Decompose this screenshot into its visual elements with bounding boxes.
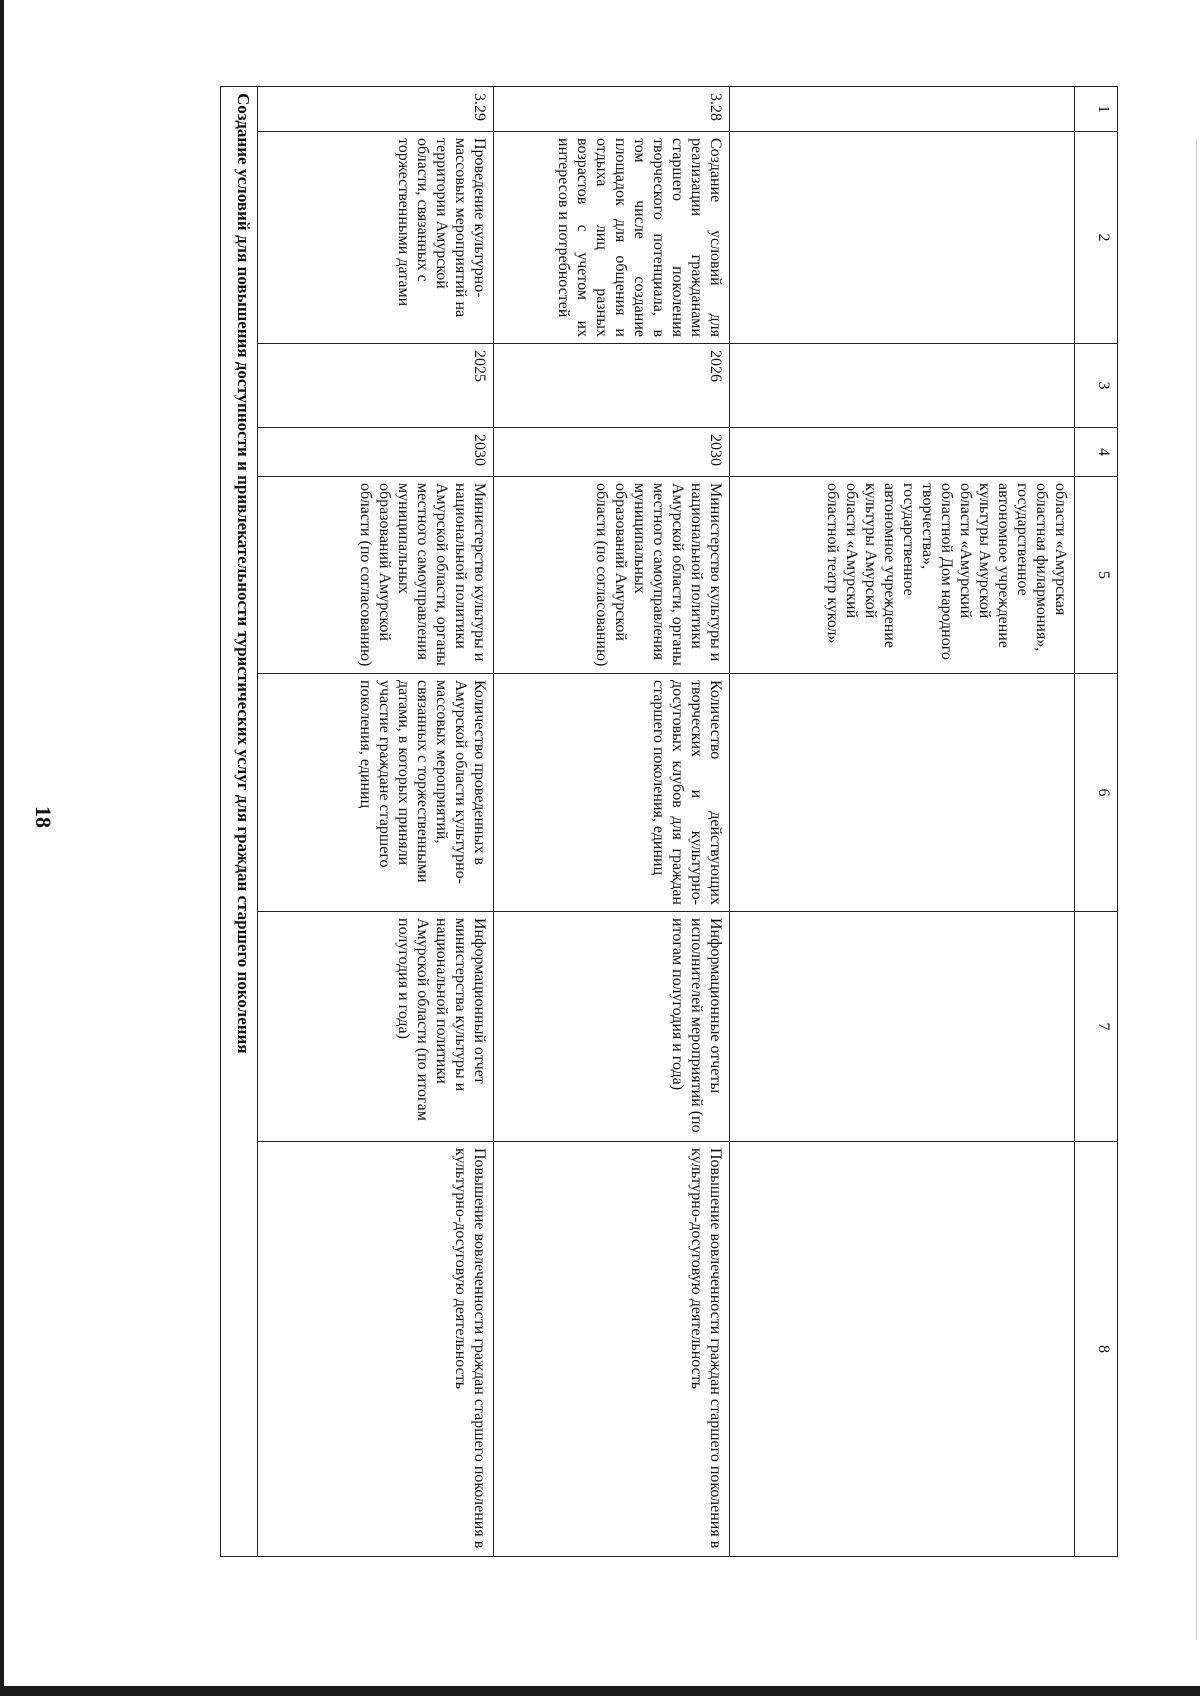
header-col-2: 2 [1075,132,1118,344]
cell-executors: Министерство культуры и национальной политики Амурской области, органы местного самоуправления муниципальных образований Амурской области (по согласованию) [258,477,494,674]
header-row [1075,87,1118,1557]
cell-result: Повышение вовлеченности граждан старшего поколения в культурно-досуговую деятельность [258,1142,494,1557]
header-col-4: 4 [1075,428,1118,477]
measures-table [220,86,1118,1557]
table-row-continuation [730,87,1075,1557]
header-col-3: 3 [1075,344,1118,428]
cell-start-year [730,344,1075,428]
cell-start-year: 2025 [258,344,494,428]
scan-edge-right [1196,140,1197,1640]
header-col-6: 6 [1075,674,1118,912]
cell-number: 3.29 [258,87,494,132]
cell-end-year: 2030 [258,428,494,477]
cell-start-year: 2026 [494,344,730,428]
cell-result: Повышение вовлеченности граждан старшего поколения в культурно-досуговую деятельность [494,1142,730,1557]
header-col-7: 7 [1075,912,1118,1142]
table-row-3-29 [258,87,494,1557]
page-number: 18 [31,806,56,828]
cell-report: Информационный отчет министерства культуры и национальной политики Амурской области (по итогам полугодия и года) [258,912,494,1142]
cell-measure-name: Создание условий для реализации гражданами старшего поколения творческого потенциала, в том числе создание площадок для общения и отдыха лиц разных возрастов с учетом их интересов и потребностей [494,132,730,344]
cell-executors: Министерство культуры и национальной политики Амурской области, органы местного самоуправления муниципальных образований Амурской области (по согласованию) [494,477,730,674]
cell-report [730,912,1075,1142]
cell-indicator: Количество проведенных в Амурской области культурно-массовых мероприятий, связанных с торжественными датами, в которых приняли участие граждане старшего поколения, единиц [258,674,494,912]
cell-measure-name [730,132,1075,344]
header-col-1: 1 [1075,87,1118,132]
header-col-8: 8 [1075,1142,1118,1557]
section-heading-row [221,87,258,1557]
cell-indicator [730,674,1075,912]
cell-indicator: Количество действующих творческих и культурно-досуговых клубов для граждан старшего поколения, единиц [494,674,730,912]
cell-number: 3.28 [494,87,730,132]
cell-number [730,87,1075,132]
cell-executors: области «Амурская областная филармония», государственное автономное учреждение культуры Амурской области «Амурский областной Дом народного творчества», государственное автономное учреждение культуры Амурской области «Амурский областной театр кукол» [730,477,1075,674]
scan-edge-left [0,0,4,1696]
cell-report: Информационные отчеты исполнителей мероприятий (по итогам полугодия и года) [494,912,730,1142]
scan-edge-bottom [0,1686,1200,1696]
header-col-5: 5 [1075,477,1118,674]
cell-measure-name: Проведение культурно-массовых мероприятий на территории Амурской области, связанных с торжественными датами [258,132,494,344]
section-heading: Создание условий для повышения доступности и привлекательности туристических услуг для граждан старшего поколения [221,87,258,1557]
cell-end-year: 2030 [494,428,730,477]
cell-end-year [730,428,1075,477]
measures-table-rotated [170,86,1118,1556]
table-row-3-28 [494,87,730,1557]
cell-result [730,1142,1075,1557]
